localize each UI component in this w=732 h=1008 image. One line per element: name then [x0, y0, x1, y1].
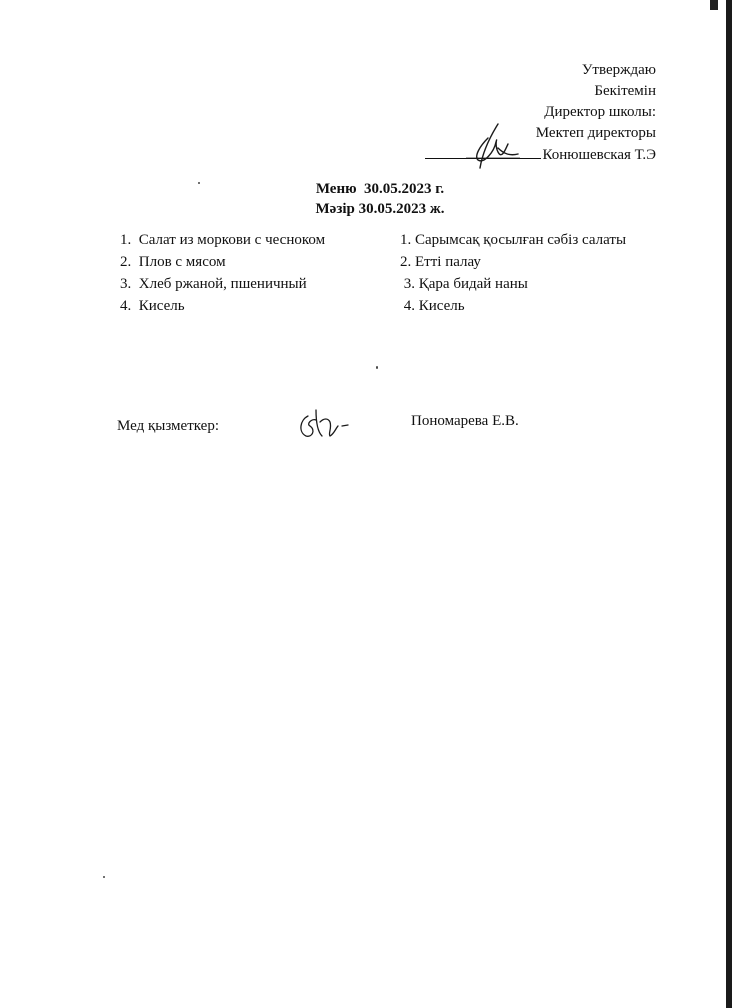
director-title-kz: Мектеп директоры — [535, 125, 656, 141]
menu-list-ru — [120, 229, 325, 317]
med-worker-signature — [294, 404, 354, 444]
scan-speck — [103, 876, 105, 878]
director-title-ru: Директор школы: — [544, 104, 656, 120]
title-kz: Мәзір 30.05.2023 ж. — [315, 201, 445, 217]
menu-item: 3. Қара бидай наны — [400, 276, 528, 292]
menu-list-kz — [400, 229, 626, 317]
director-signature — [458, 118, 528, 172]
scan-mark — [710, 0, 718, 10]
scan-border — [726, 0, 732, 1008]
menu-item: 1. Сарымсақ қосылған сәбіз салаты — [400, 232, 627, 248]
director-name: Конюшевская Т.Э — [542, 147, 656, 163]
menu-item: 1. Салат из моркови с чесноком — [120, 232, 326, 248]
approval-line-kz: Бекітемін — [594, 83, 656, 99]
med-worker-label: Мед қызметкер: — [117, 418, 220, 434]
scan-speck — [376, 366, 378, 369]
approval-line-ru: Утверждаю — [581, 62, 656, 78]
med-worker-name: Пономарева Е.В. — [411, 413, 519, 429]
scan-speck — [198, 182, 200, 184]
title-ru: Меню 30.05.2023 г. — [315, 181, 445, 197]
menu-item: 3. Хлеб ржаной, пшеничный — [120, 276, 307, 292]
menu-item: 2. Етті палау — [400, 254, 481, 270]
menu-item: 4. Кисель — [400, 298, 465, 314]
menu-title — [0, 179, 732, 219]
menu-item: 4. Кисель — [120, 298, 185, 314]
menu-item: 2. Плов с мясом — [120, 254, 226, 270]
